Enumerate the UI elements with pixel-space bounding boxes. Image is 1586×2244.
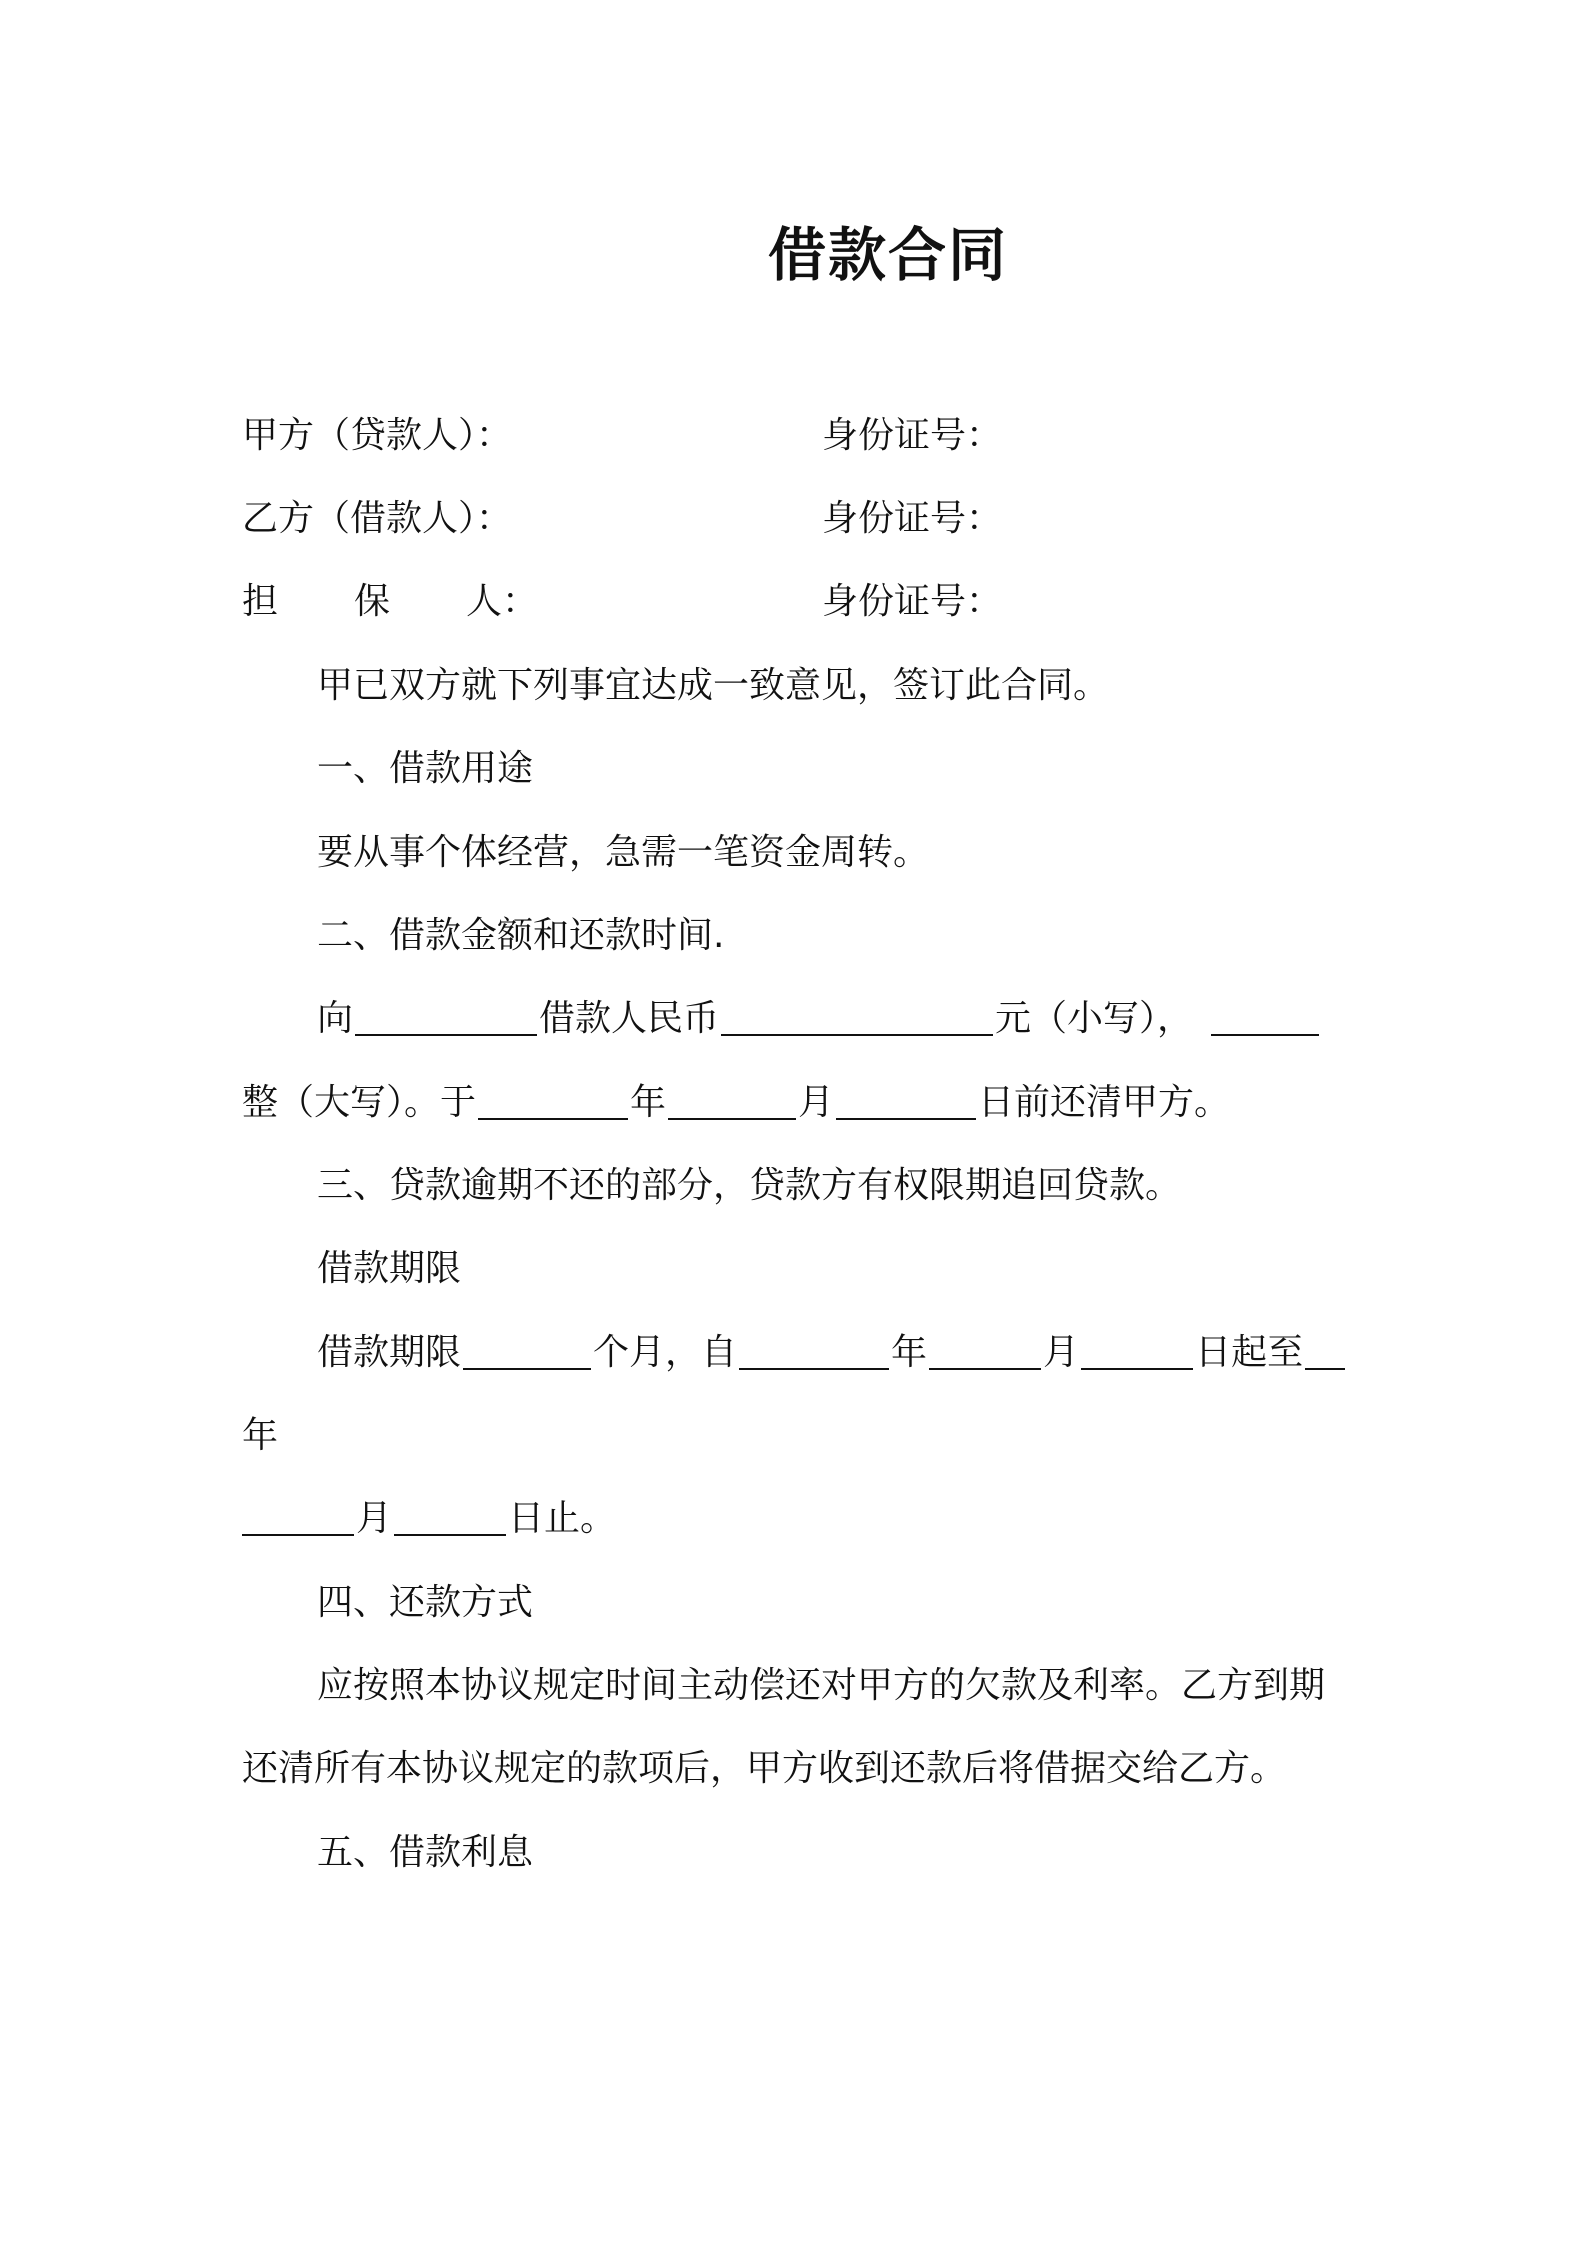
amount-figures-blank [721, 998, 993, 1036]
section-2-heading: 二、借款金额和还款时间. [317, 915, 725, 956]
end-year-line: 年 [242, 1415, 279, 1456]
borrower-label: 乙方（借款人）： [242, 498, 513, 539]
section-5-heading: 五、借款利息 [317, 1832, 534, 1873]
section-4-heading: 四、还款方式 [317, 1582, 534, 1623]
section-4-line-2: 还清所有本协议规定的款项后，甲方收到还款后将借据交给乙方。 [242, 1748, 1287, 1789]
end-month-label: 月 [356, 1498, 393, 1539]
section-1-body: 要从事个体经营，急需一笔资金周转。 [317, 832, 930, 873]
due-day-blank [836, 1082, 976, 1120]
amount-text-figures: 元（小写）， [995, 998, 1194, 1039]
end-day-label: 日止。 [508, 1498, 617, 1539]
section-1-heading: 一、借款用途 [317, 748, 534, 789]
guarantor-line [242, 578, 1352, 626]
section-4-line-1: 应按照本协议规定时间主动偿还对甲方的欠款及利率。乙方到期 [317, 1665, 1326, 1706]
amount-text-to: 向 [317, 998, 354, 1039]
end-month-blank [242, 1498, 354, 1536]
lender-name-blank [355, 998, 537, 1036]
lender-line [242, 412, 1352, 460]
borrower-id-label: 身份证号： [822, 498, 1003, 539]
start-month-blank [929, 1332, 1041, 1370]
lender-label: 甲方（贷款人）： [242, 415, 513, 456]
amount-text-rmb: 借款人民币 [539, 998, 720, 1039]
term-months-label: 个月，自 [593, 1332, 738, 1373]
lender-id-label: 身份证号： [822, 415, 1003, 456]
start-year-label: 年 [891, 1332, 928, 1373]
loan-term-subheading: 借款期限 [317, 1248, 462, 1289]
amount-words-blank [1211, 998, 1319, 1036]
due-year-blank [478, 1082, 628, 1120]
due-month-label: 月 [798, 1082, 835, 1123]
borrower-line [242, 495, 1352, 543]
end-date-line [242, 1495, 1352, 1543]
term-months-blank [463, 1332, 591, 1370]
guarantor-char-3: 人： [466, 581, 539, 622]
amount-text-words: 整（大写）。于 [242, 1082, 477, 1123]
due-year-label: 年 [630, 1082, 667, 1123]
amount-line [242, 995, 1352, 1043]
due-date-line [242, 1079, 1352, 1127]
start-month-label: 月 [1043, 1332, 1080, 1373]
due-day-label: 日前还清甲方。 [978, 1082, 1231, 1123]
due-month-blank [668, 1082, 796, 1120]
term-label: 借款期限 [317, 1332, 462, 1373]
guarantor-char-2: 保 [354, 581, 391, 622]
guarantor-id-label: 身份证号： [822, 581, 1003, 622]
start-day-label: 日起至 [1195, 1332, 1304, 1373]
start-day-blank [1081, 1332, 1193, 1370]
loan-term-line [242, 1329, 1352, 1377]
end-day-blank [394, 1498, 506, 1536]
guarantor-char-1: 担 [242, 581, 279, 622]
section-3-heading: 三、贷款逾期不还的部分，贷款方有权限期追回贷款。 [317, 1165, 1182, 1206]
end-year-blank [1305, 1332, 1345, 1370]
start-year-blank [739, 1332, 889, 1370]
document-title: 借款合同 [767, 221, 1008, 289]
intro-paragraph: 甲已双方就下列事宜达成一致意见，签订此合同。 [317, 665, 1110, 706]
